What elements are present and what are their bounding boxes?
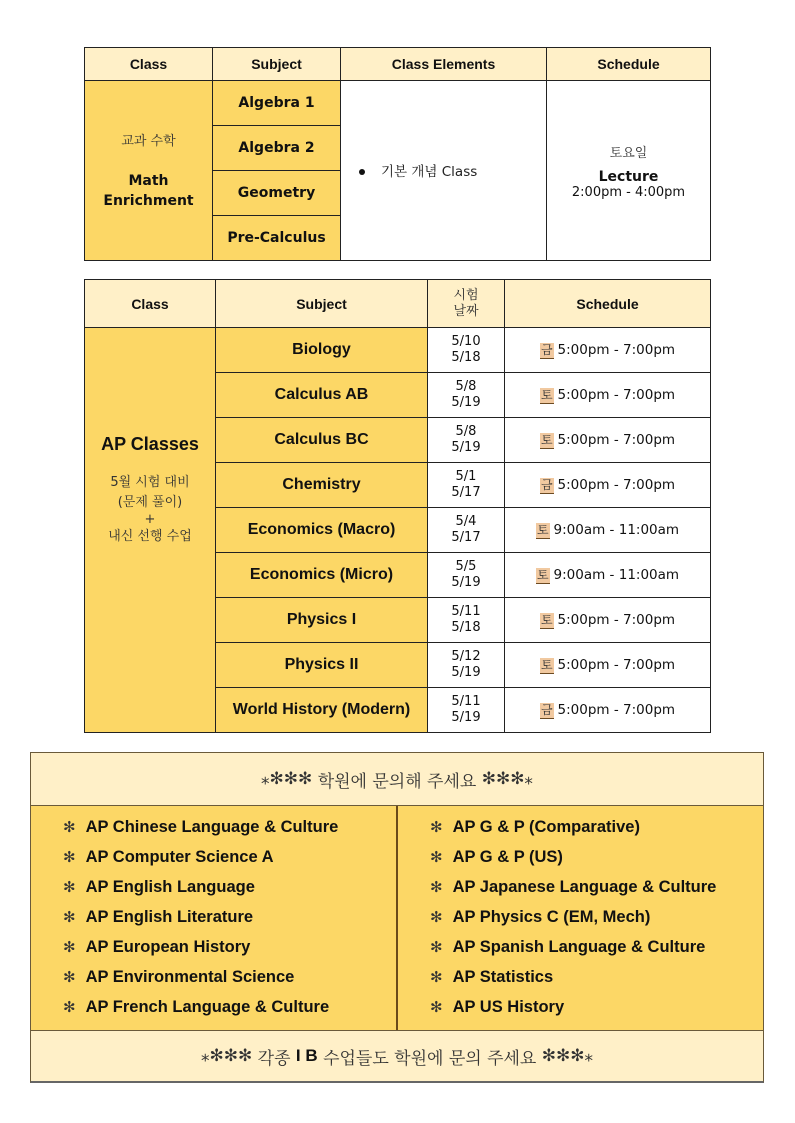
- exam-date: 5/18: [451, 350, 481, 365]
- subject-cell: World History (Modern): [216, 688, 428, 733]
- bullet-icon: [359, 169, 365, 175]
- header-exam-date: 시험 날짜: [428, 280, 505, 328]
- day-badge: 토: [536, 523, 549, 537]
- schedule-day: 토요일: [609, 145, 648, 161]
- day-badge: 금: [540, 343, 553, 357]
- subject-cell: Pre-Calculus: [213, 216, 341, 261]
- table-header-row: [85, 48, 711, 81]
- exam-date: 5/18: [451, 620, 481, 635]
- asterisk-bullet-icon: ✻: [63, 968, 76, 986]
- inquiry-list: [31, 806, 763, 1030]
- header-class: Class: [85, 280, 216, 328]
- list-item: [430, 962, 763, 992]
- schedule-time: 5:00pm - 7:00pm: [557, 477, 676, 493]
- schedule-time: 9:00am - 11:00am: [553, 522, 680, 538]
- table-header-row: [85, 280, 711, 328]
- day-badge: 토: [536, 568, 549, 582]
- math-class-kr: 교과 수학: [121, 134, 176, 149]
- schedule-time: 5:00pm - 7:00pm: [557, 342, 676, 358]
- ap-class-desc: +: [144, 511, 156, 527]
- list-item: [63, 812, 396, 842]
- inquiry-header-text: 학원에 문의해 주세요: [317, 771, 477, 792]
- list-item: [63, 992, 396, 1022]
- ap-class-desc: 5월 시험 대비: [110, 474, 190, 490]
- exam-date-cell: [428, 598, 505, 643]
- exam-date: 5/19: [451, 710, 481, 725]
- schedule-time: 5:00pm - 7:00pm: [557, 657, 676, 673]
- table-row: [85, 328, 711, 373]
- exam-date: 5/19: [451, 440, 481, 455]
- list-item: [63, 902, 396, 932]
- subject-cell: Chemistry: [216, 463, 428, 508]
- asterisk-bullet-icon: ✻: [430, 908, 443, 926]
- day-badge: 금: [540, 478, 553, 492]
- schedule-cell: [505, 598, 711, 643]
- list-item: [430, 932, 763, 962]
- schedule-cell: [505, 418, 711, 463]
- header-schedule: Schedule: [547, 48, 711, 81]
- schedule-cell: [505, 328, 711, 373]
- exam-date: 5/4: [455, 514, 477, 529]
- list-item: [63, 932, 396, 962]
- exam-date: 5/11: [451, 604, 481, 619]
- subject-cell: Geometry: [213, 171, 341, 216]
- exam-date: 5/19: [451, 665, 481, 680]
- schedule-cell: [505, 688, 711, 733]
- exam-date-cell: [428, 643, 505, 688]
- list-item: [430, 902, 763, 932]
- course-name: AP English Language: [85, 877, 255, 896]
- exam-date-cell: [428, 463, 505, 508]
- course-name: AP English Literature: [85, 907, 254, 926]
- asterisk-bullet-icon: ✻: [63, 998, 76, 1016]
- asterisk-decoration-icon: ⁎✻✻✻: [201, 1046, 253, 1066]
- course-name: AP Statistics: [452, 967, 554, 986]
- subject-cell: Algebra 2: [213, 126, 341, 171]
- course-name: AP G & P (US): [452, 847, 563, 866]
- asterisk-bullet-icon: ✻: [63, 848, 76, 866]
- exam-date: 5/10: [451, 334, 481, 349]
- subject-cell: Biology: [216, 328, 428, 373]
- math-class-cell: [85, 81, 213, 261]
- schedule-type: Lecture: [598, 168, 659, 185]
- inquiry-footer: [31, 1030, 763, 1081]
- subject-cell: Calculus BC: [216, 418, 428, 463]
- schedule-time: 2:00pm - 4:00pm: [571, 184, 686, 200]
- exam-date-cell: [428, 373, 505, 418]
- course-name: AP Physics C (EM, Mech): [452, 907, 651, 926]
- course-name: AP French Language & Culture: [85, 997, 330, 1016]
- course-name: AP Environmental Science: [85, 967, 295, 986]
- inquiry-footer-text: 수업들도 학원에 문의 주세요: [323, 1048, 537, 1069]
- header-subject: Subject: [213, 48, 341, 81]
- asterisk-bullet-icon: ✻: [430, 818, 443, 836]
- list-item: [430, 842, 763, 872]
- schedule-time: 9:00am - 11:00am: [553, 567, 680, 583]
- exam-date: 5/19: [451, 575, 481, 590]
- asterisk-decoration-icon: ✻✻✻⁎: [481, 769, 533, 789]
- list-item: [63, 842, 396, 872]
- schedule-cell: [505, 643, 711, 688]
- math-class-en: Math Enrichment: [103, 173, 194, 209]
- class-elements-cell: [341, 81, 547, 261]
- list-item: [63, 962, 396, 992]
- course-name: AP Japanese Language & Culture: [452, 877, 717, 896]
- schedule-time: 5:00pm - 7:00pm: [557, 387, 676, 403]
- math-enrichment-table: [84, 47, 711, 261]
- inquiry-header: [31, 753, 763, 806]
- list-item: [430, 812, 763, 842]
- header-class: Class: [85, 48, 213, 81]
- ap-class-desc: 내신 선행 수업: [108, 528, 192, 544]
- inquiry-box: [30, 752, 764, 1083]
- asterisk-decoration-icon: ⁎✻✻✻: [261, 769, 313, 789]
- exam-date: 5/12: [451, 649, 481, 664]
- ap-class-desc: (문제 풀이): [117, 494, 183, 510]
- list-item: [430, 992, 763, 1022]
- ap-class-title: AP Classes: [101, 433, 199, 454]
- subject-cell: Economics (Macro): [216, 508, 428, 553]
- exam-date: 5/1: [455, 469, 477, 484]
- ap-classes-table: [84, 279, 711, 733]
- asterisk-decoration-icon: ✻✻✻⁎: [541, 1046, 593, 1066]
- exam-date: 5/5: [455, 559, 477, 574]
- subject-cell: Economics (Micro): [216, 553, 428, 598]
- course-name: AP European History: [85, 937, 251, 956]
- course-name: AP G & P (Comparative): [452, 817, 640, 836]
- inquiry-footer-text: 각종: [257, 1048, 291, 1069]
- day-badge: 토: [540, 613, 553, 627]
- list-item: [63, 872, 396, 902]
- math-schedule-cell: [547, 81, 711, 261]
- day-badge: 금: [540, 703, 553, 717]
- asterisk-bullet-icon: ✻: [430, 968, 443, 986]
- asterisk-bullet-icon: ✻: [430, 878, 443, 896]
- day-badge: 토: [540, 388, 553, 402]
- schedule-cell: [505, 508, 711, 553]
- asterisk-bullet-icon: ✻: [63, 938, 76, 956]
- asterisk-bullet-icon: ✻: [430, 848, 443, 866]
- subject-cell: Algebra 1: [213, 81, 341, 126]
- schedule-cell: [505, 553, 711, 598]
- subject-cell: Calculus AB: [216, 373, 428, 418]
- exam-date: 5/19: [451, 395, 481, 410]
- exam-date: 5/8: [455, 379, 477, 394]
- course-name: AP Chinese Language & Culture: [85, 817, 339, 836]
- exam-date-cell: [428, 328, 505, 373]
- header-subject: Subject: [216, 280, 428, 328]
- header-schedule: Schedule: [505, 280, 711, 328]
- schedule-time: 5:00pm - 7:00pm: [557, 432, 676, 448]
- day-badge: 토: [540, 433, 553, 447]
- exam-date-cell: [428, 688, 505, 733]
- exam-date-cell: [428, 508, 505, 553]
- inquiry-list-right: [398, 806, 763, 1030]
- subject-cell: Physics I: [216, 598, 428, 643]
- schedule-cell: [505, 373, 711, 418]
- exam-date-cell: [428, 418, 505, 463]
- exam-date: 5/8: [455, 424, 477, 439]
- exam-date-cell: [428, 553, 505, 598]
- inquiry-list-left: [31, 806, 398, 1030]
- course-name: AP Spanish Language & Culture: [452, 937, 706, 956]
- course-name: AP Computer Science A: [85, 847, 274, 866]
- asterisk-bullet-icon: ✻: [63, 818, 76, 836]
- inquiry-footer-ib: I B: [295, 1046, 318, 1065]
- class-element-item: 기본 개념 Class: [381, 164, 478, 180]
- subject-cell: Physics II: [216, 643, 428, 688]
- exam-date: 5/11: [451, 694, 481, 709]
- schedule-time: 5:00pm - 7:00pm: [557, 612, 676, 628]
- asterisk-bullet-icon: ✻: [63, 908, 76, 926]
- exam-date: 5/17: [451, 530, 481, 545]
- exam-date: 5/17: [451, 485, 481, 500]
- list-item: [430, 872, 763, 902]
- course-name: AP US History: [452, 997, 565, 1016]
- asterisk-bullet-icon: ✻: [63, 878, 76, 896]
- day-badge: 토: [540, 658, 553, 672]
- header-class-elements: Class Elements: [341, 48, 547, 81]
- asterisk-bullet-icon: ✻: [430, 938, 443, 956]
- ap-class-cell: [85, 328, 216, 733]
- schedule-cell: [505, 463, 711, 508]
- schedule-time: 5:00pm - 7:00pm: [557, 702, 676, 718]
- asterisk-bullet-icon: ✻: [430, 998, 443, 1016]
